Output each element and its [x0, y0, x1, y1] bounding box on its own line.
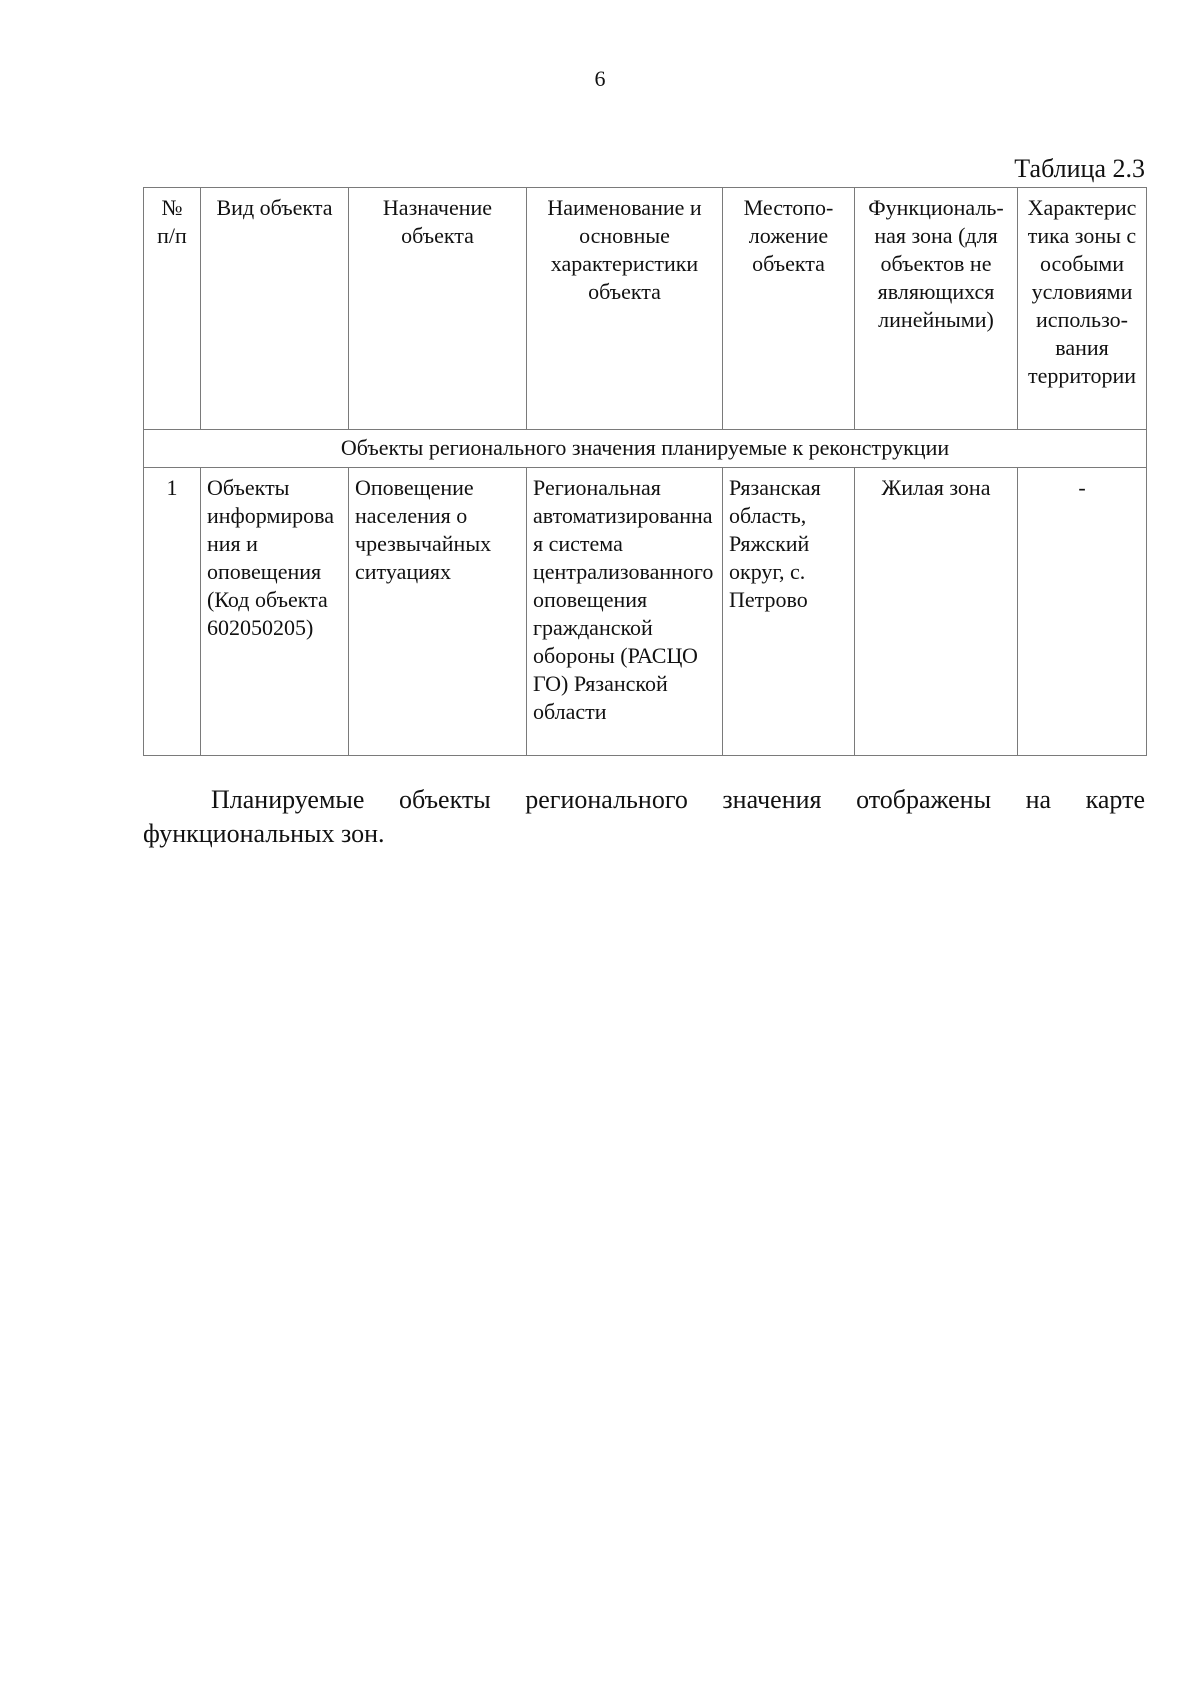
page-number: 6 [594, 66, 606, 91]
header-number: № п/п [144, 188, 201, 430]
body-paragraph: Планируемые объекты регионального значения отображены на карте функциональных зон. [143, 785, 1145, 848]
header-functional-zone: Функциональ-ная зона (для объектов не являющихся линейными) [855, 188, 1018, 430]
header-special-zone: Характеристика зоны с особыми условиями использо-вания территории [1018, 188, 1147, 430]
cell-object-purpose: Оповещение населения о чрезвычайных ситуациях [349, 468, 527, 756]
cell-object-type: Объекты информирования и оповещения (Код объекта 602050205) [201, 468, 349, 756]
table-caption: Таблица 2.3 [1014, 154, 1145, 183]
objects-table [143, 187, 1147, 756]
table-section-row [144, 430, 1147, 468]
cell-number: 1 [144, 468, 201, 756]
section-title: Объекты регионального значения планируемые к реконструкции [144, 430, 1147, 468]
cell-functional-zone: Жилая зона [855, 468, 1018, 756]
cell-object-location: Рязанская область, Ряжский округ, с. Петрово [723, 468, 855, 756]
cell-object-name: Региональная автоматизированная система централизованного оповещения гражданской обороны (РАСЦО ГО) Рязанской области [527, 468, 723, 756]
header-object-purpose: Назначение объекта [349, 188, 527, 430]
table-row [144, 468, 1147, 756]
cell-special-zone: - [1018, 468, 1147, 756]
header-object-location: Местопо-ложение объекта [723, 188, 855, 430]
header-object-type: Вид объекта [201, 188, 349, 430]
header-object-name: Наименование и основные характеристики объекта [527, 188, 723, 430]
table-header-row [144, 188, 1147, 430]
